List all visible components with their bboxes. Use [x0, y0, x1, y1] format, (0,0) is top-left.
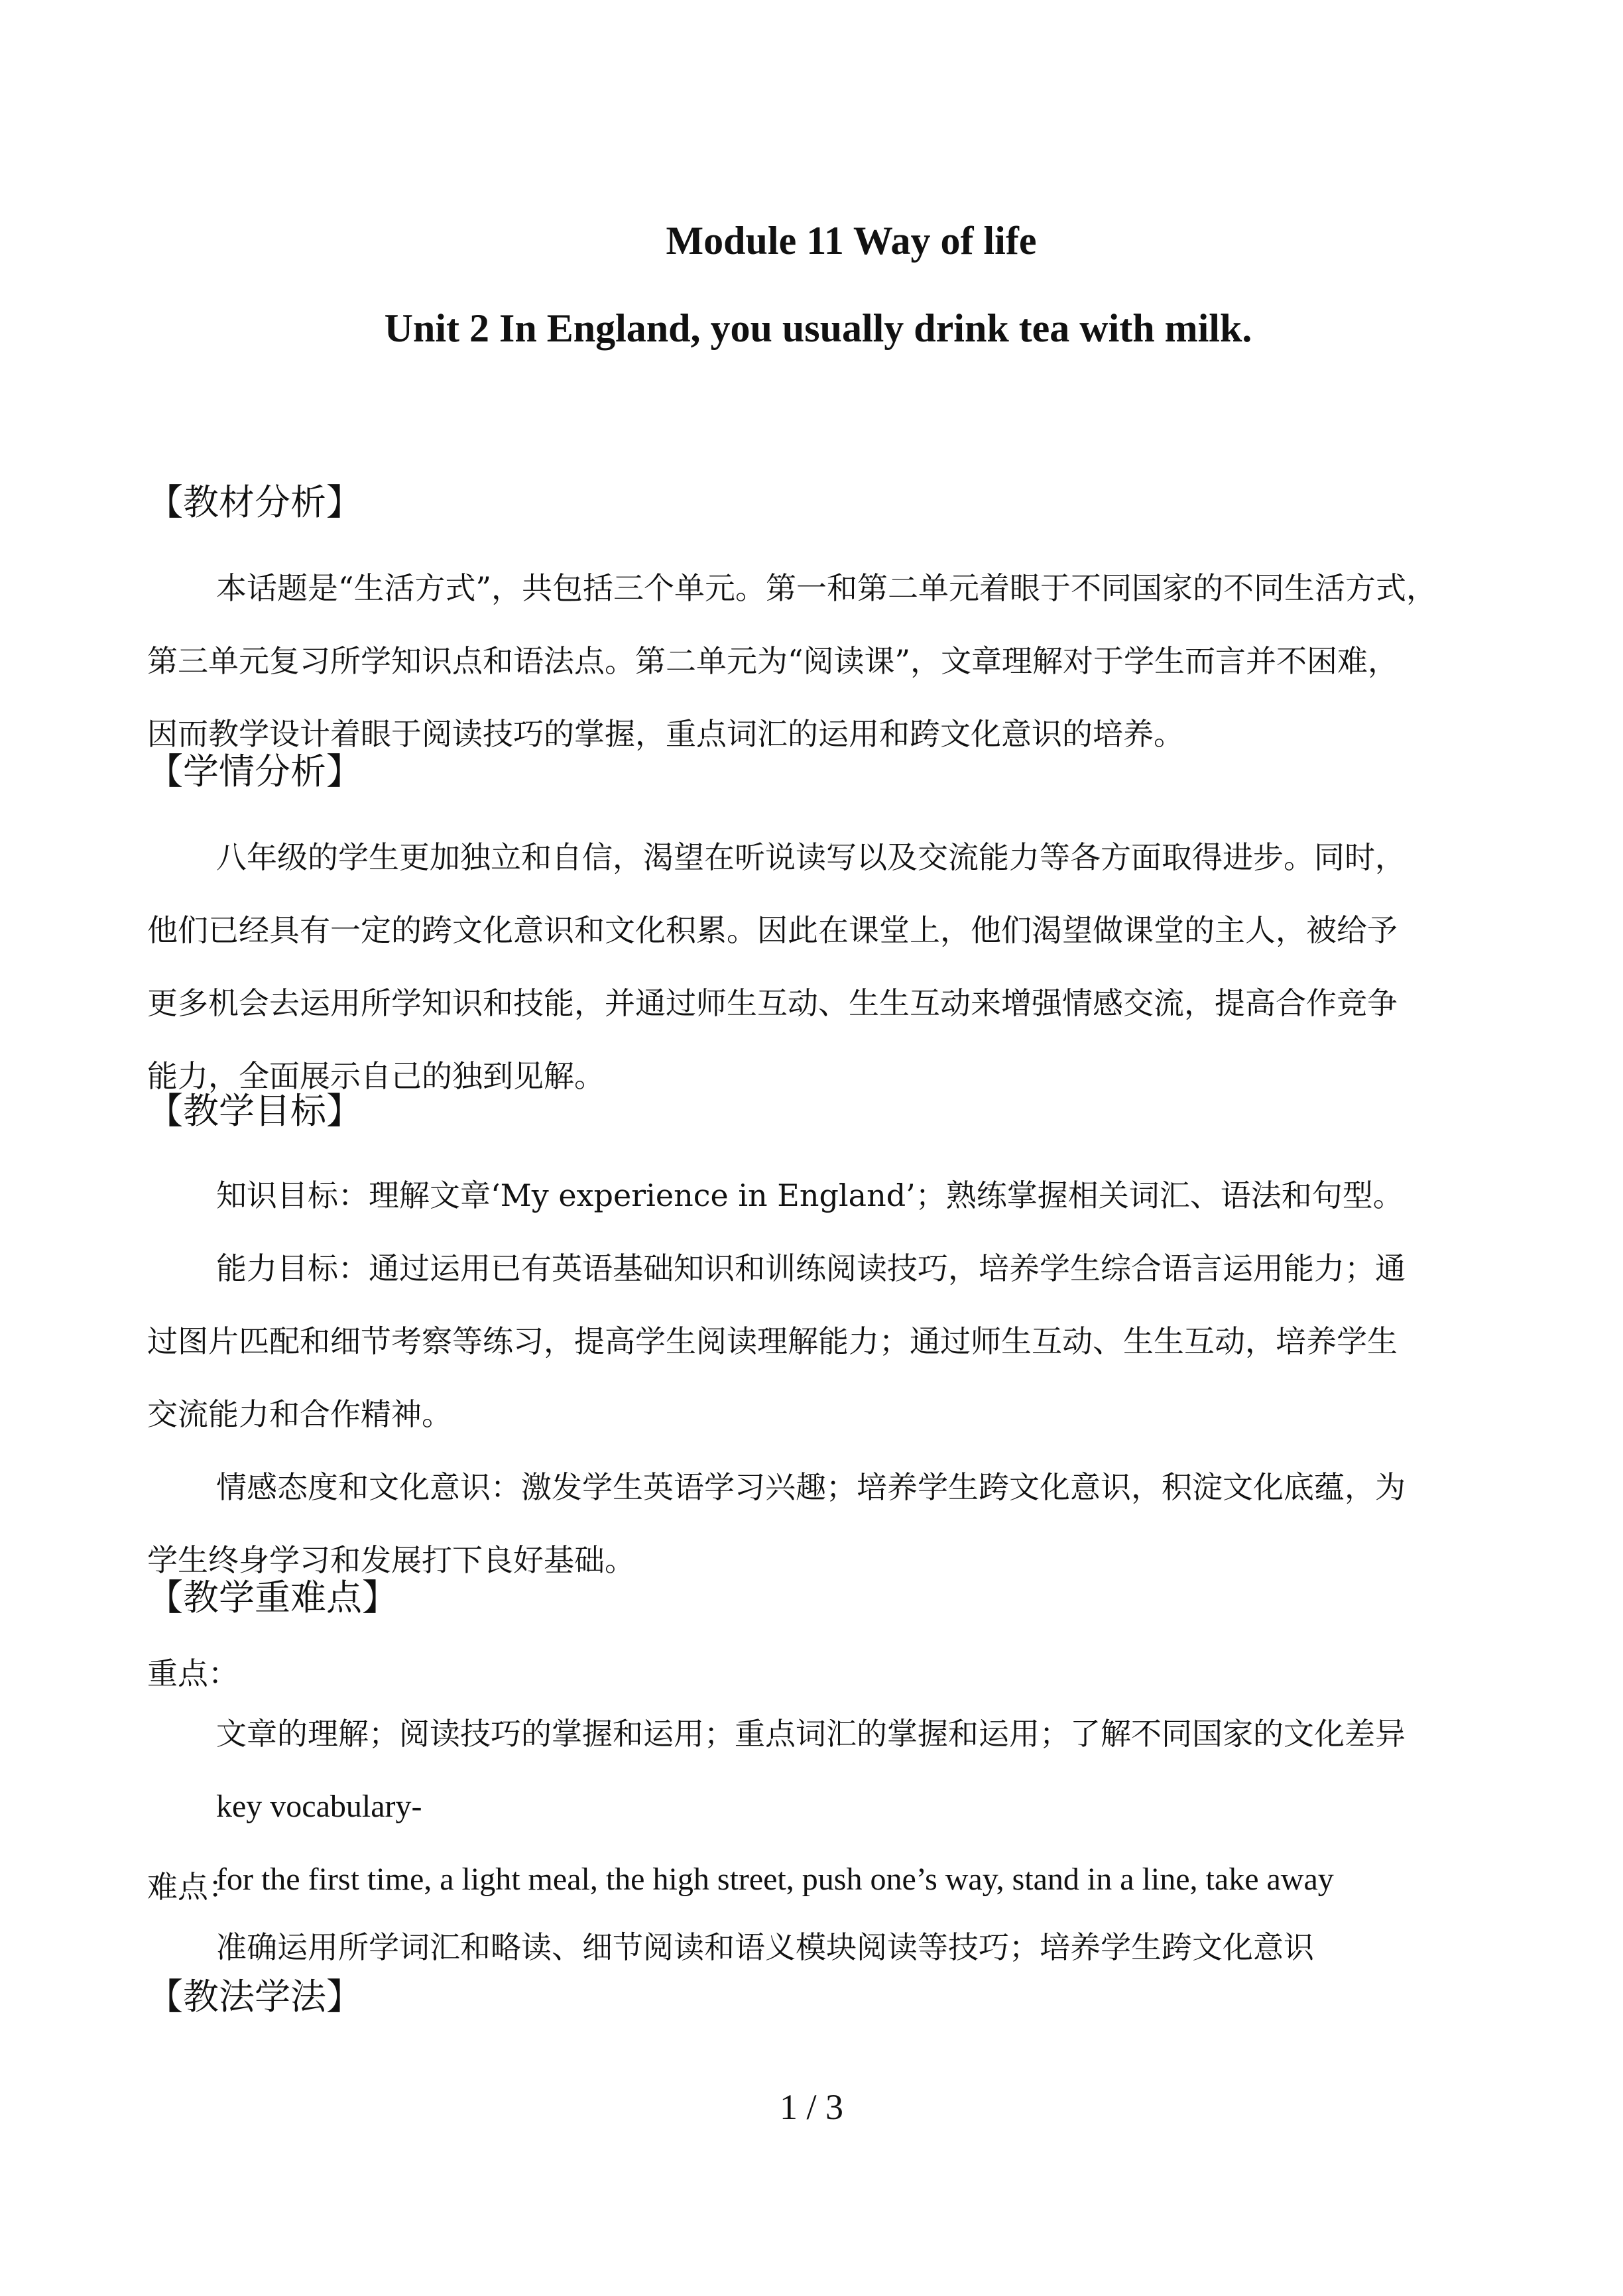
- knowledge-goal-line: 知识目标：理解文章‘My experience in England’；熟练掌握相关词汇、语法和句型。: [216, 1178, 1404, 1213]
- heading-textbook-analysis: 【教材分析】: [147, 481, 362, 523]
- heading-student-analysis: 【学情分析】: [147, 751, 362, 792]
- teaching-goals-paragraph: [147, 1159, 1480, 1597]
- document-title: Module 11 Way of life: [666, 219, 1037, 263]
- paragraph-line: 因而教学设计着眼于阅读技巧的掌握，重点词汇的运用和跨文化意识的培养。: [147, 716, 1184, 752]
- key-points-label: 重点：: [147, 1656, 239, 1691]
- textbook-analysis-paragraph: [147, 552, 1480, 770]
- paragraph-line: 八年级的学生更加独立和自信，渴望在听说读写以及交流能力等各方面取得进步。同时，: [216, 839, 1406, 875]
- key-vocabulary-list: for the first time, a light meal, the high street, push one’s way, stand in a line, take away: [216, 1862, 1334, 1897]
- ability-goal-line: 过图片匹配和细节考察等练习，提高学生阅读理解能力；通过师生互动、生生互动，培养学生: [147, 1323, 1398, 1359]
- key-points-line: 文章的理解；阅读技巧的掌握和运用；重点词汇的掌握和运用；了解不同国家的文化差异: [216, 1716, 1406, 1752]
- page-number: 1 / 3: [779, 2087, 843, 2127]
- paragraph-line: 更多机会去运用所学知识和技能，并通过师生互动、生生互动来增强情感交流，提高合作竞争: [147, 985, 1398, 1021]
- document-subtitle: Unit 2 In England, you usually drink tea with milk.: [384, 306, 1252, 350]
- key-vocabulary-label: key vocabulary-: [216, 1789, 422, 1824]
- difficult-points-label: 难点：: [147, 1869, 239, 1905]
- emotion-goal-line: 情感态度和文化意识：激发学生英语学习兴趣；培养学生跨文化意识，积淀文化底蕴，为: [216, 1469, 1406, 1505]
- heading-teaching-goals: 【教学目标】: [147, 1090, 362, 1132]
- emotion-goal-line: 学生终身学习和发展打下良好基础。: [147, 1542, 635, 1578]
- key-points-paragraph: [147, 1697, 1480, 1916]
- paragraph-line: 第三单元复习所学知识点和语法点。第二单元为“阅读课”，文章理解对于学生而言并不困难，: [147, 643, 1399, 679]
- paragraph-line: 他们已经具有一定的跨文化意识和文化积累。因此在课堂上，他们渴望做课堂的主人，被给予: [147, 912, 1398, 948]
- student-analysis-paragraph: [147, 821, 1480, 1113]
- paragraph-line: 能力，全面展示自己的独到见解。: [147, 1058, 605, 1094]
- ability-goal-line: 交流能力和合作精神。: [147, 1396, 452, 1432]
- heading-key-difficult: 【教学重难点】: [147, 1577, 398, 1618]
- difficult-points-line: 准确运用所学词汇和略读、细节阅读和语义模块阅读等技巧；培养学生跨文化意识: [216, 1929, 1314, 1965]
- ability-goal-line: 能力目标：通过运用已有英语基础知识和训练阅读技巧，培养学生综合语言运用能力；通: [216, 1250, 1406, 1286]
- heading-methods: 【教法学法】: [147, 1976, 362, 2018]
- paragraph-line: 本话题是“生活方式”，共包括三个单元。第一和第二单元着眼于不同国家的不同生活方式，: [216, 570, 1437, 606]
